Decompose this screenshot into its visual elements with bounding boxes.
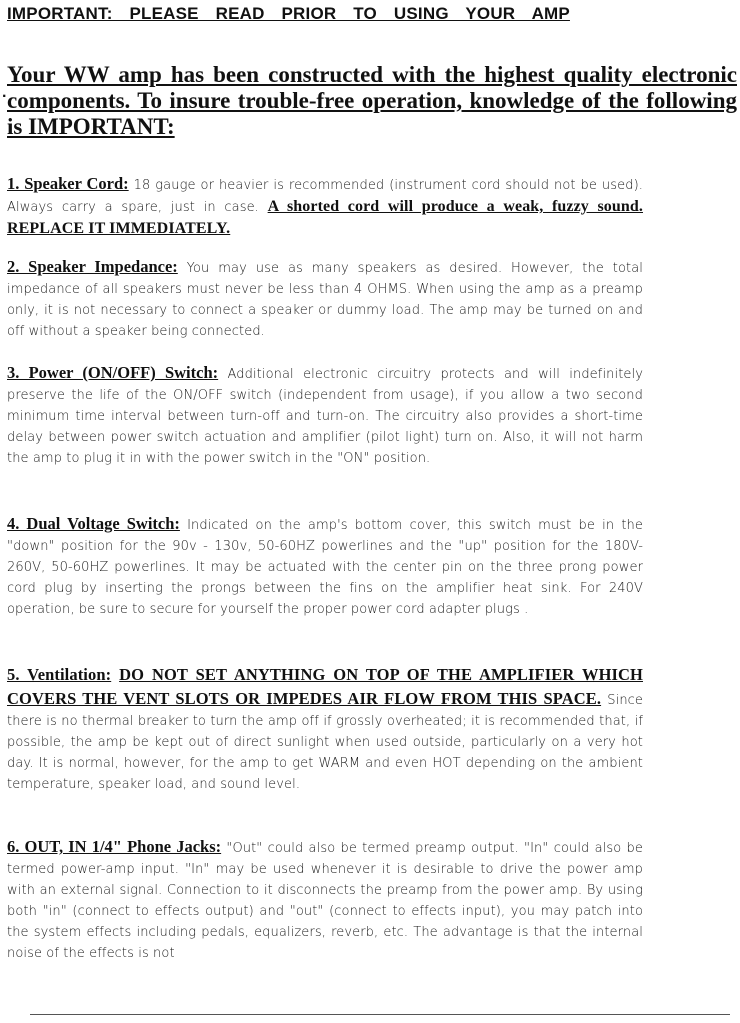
section-body: Indicated on the amp's bottom cover, this switch must be in the "down" position for the 90v - 130v, 50-60HZ powerlines and the "up" position for the 180V-260V, 50-60HZ powerlines. It may be actuated with the center pin on the three prong power cord plug by inserting the prongs between the fins on the amplifier heat sink. For 240V operation, be sure to secure for yourself the proper power cord adapter plugs . [7, 518, 643, 617]
section-title: 5. Ventilation: [7, 665, 112, 684]
section-title: 6. OUT, IN 1/4" Phone Jacks: [7, 837, 222, 856]
section-speaker-impedance [7, 256, 643, 342]
stray-mark: · [2, 88, 8, 105]
section-title: 2. Speaker Impedance: [7, 257, 178, 276]
section-body: Since there is no thermal breaker to turn the amp off if grossly overheated; it is recommended that, if possible, the amp be kept out of direct sunlight when used outside, particularly on a very hot day. It is normal, however, for the amp to get WARM and even HOT depending on the ambient temperature, speaker load, and sound level. [7, 693, 643, 792]
section-body: 18 gauge or heavier is recommended (instrument cord should not be used). Always carry a spare, just in case. [7, 178, 643, 215]
section-title: 4. Dual Voltage Switch: [7, 514, 180, 533]
section-body: "Out" could also be termed preamp output. "In" could also be termed power-amp input. "In" may be used whenever it is desirable to drive the power amp with an external signal. Connection to it disconnects the preamp from the power amp. By using both "in" (connect to effects output) and "out" (connect to effects input), you may patch into the system effects including pedals, equalizers, reverb, etc. The advantage is that the internal noise of the effects is not [7, 841, 643, 961]
section-warning: A shorted cord will produce a weak, fuzzy sound. REPLACE IT IMMEDIATELY. [7, 198, 643, 237]
section-power-switch [7, 362, 643, 469]
page-header: IMPORTANT: PLEASE READ PRIOR TO USING YOUR AMP [7, 4, 570, 23]
section-phone-jacks [7, 836, 643, 964]
section-body: Additional electronic circuitry protects and will indefinitely preserve the life of the ON/OFF switch (independent from usage), if you allow a two second minimum time interval between turn-off and turn-on. The circuitry also provides a short-time delay between power switch actuation and amplifier (pilot light) turn on. Also, it will not harm the amp to plug it in with the power switch in the "ON" position. [7, 367, 644, 466]
section-title: 1. Speaker Cord: [7, 174, 129, 193]
section-title: 3. Power (ON/OFF) Switch: [7, 363, 219, 382]
page-bottom-rule [30, 1014, 730, 1016]
section-warning: DO NOT SET ANYTHING ON TOP OF THE AMPLIFIER WHICH COVERS THE VENT SLOTS OR IMPEDES AIR FLOW FROM THIS SPACE. [7, 665, 643, 708]
intro-paragraph: Your WW amp has been constructed with the highest quality electronic components. To insure trouble-free operation, knowledge of the following is IMPORTANT: [7, 62, 737, 139]
section-speaker-cord [7, 173, 643, 240]
section-ventilation [7, 663, 643, 795]
section-body: You may use as many speakers as desired. However, the total impedance of all speakers must never be less than 4 OHMS. When using the amp as a preamp only, it is not necessary to connect a speaker or dummy load. The amp may be turned on and off without a speaker being connected. [7, 261, 644, 339]
section-dual-voltage-switch [7, 513, 643, 620]
